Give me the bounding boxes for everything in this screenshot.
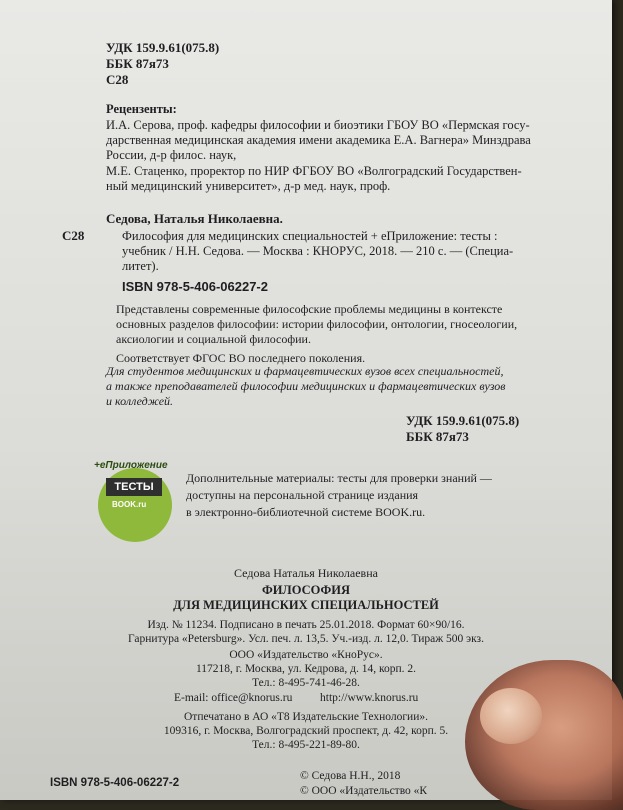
colophon-author: Седова Наталья Николаевна — [234, 566, 378, 580]
colophon-line-2: Гарнитура «Petersburg». Усл. печ. л. 13,5. Уч.-изд. л. 12,0. Тираж 500 экз. — [128, 633, 484, 645]
copyright-publisher: © ООО «Издательство «К — [300, 785, 428, 797]
colophon-line-1: Изд. № 11234. Подписано в печать 25.01.2018. Формат 60×90/16. — [147, 619, 465, 631]
badge-url: BOOK.ru — [112, 500, 147, 509]
book-author: Седова, Наталья Николаевна. — [106, 211, 283, 226]
book-desc-line: учебник / Н.Н. Седова. — Москва : КНОРУС, 2018. — 210 с. — (Специа- — [122, 244, 514, 258]
audience — [106, 364, 505, 409]
colophon-title-2: ДЛЯ МЕДИЦИНСКИХ СПЕЦИАЛЬНОСТЕЙ — [173, 598, 439, 612]
eapp-line: доступны на персональной странице издания — [186, 488, 419, 502]
publisher-name: ООО «Издательство «КноРус». — [229, 649, 383, 661]
audience-line: а также преподавателей философии медицинских и фармацевтических вузов — [106, 379, 506, 393]
reviewers-title: Рецензенты: — [106, 102, 177, 116]
printer-name: Отпечатано в АО «T8 Издательские Технологии». — [184, 711, 428, 723]
publisher-phone: Тел.: 8-495-741-46-28. — [252, 677, 360, 689]
reviewer-2-line: ный медицинский университет», д-р мед. наук, проф. — [106, 179, 391, 193]
annotation — [116, 302, 517, 347]
fgos-note: Соответствует ФГОС ВО последнего поколения. — [116, 351, 366, 365]
printer-address: 109316, г. Москва, Волгоградский проспект, д. 42, корп. 5. — [163, 725, 449, 737]
book-isbn: ISBN 978-5-406-06227-2 — [122, 279, 268, 294]
header-code: С28 — [106, 72, 129, 87]
eapp-badge — [94, 460, 178, 544]
publisher-address: 117218, г. Москва, ул. Кедрова, д. 14, корп. 2. — [195, 663, 417, 675]
annotation-line: аксиологии и социальной философии. — [116, 332, 311, 346]
book-description — [122, 229, 513, 274]
badge-title: +еПриложение — [94, 460, 168, 471]
reviewer-1-line: И.А. Серова, проф. кафедры философии и биоэтики ГБОУ ВО «Пермская госу- — [106, 118, 530, 132]
publisher-website: http://www.knorus.ru — [320, 692, 419, 704]
publisher-email: E-mail: office@knorus.ru — [174, 692, 293, 704]
footer-isbn: ISBN 978-5-406-06227-2 — [50, 777, 180, 789]
eapp-line: в электронно-библиотечной системе BOOK.ru. — [186, 505, 426, 519]
annotation-line: основных разделов философии: истории философии, онтологии, гносеологии, — [116, 317, 518, 331]
book-code: С28 — [62, 228, 85, 243]
badge-tests-label: ТЕСТЫ — [106, 478, 162, 496]
colophon-title-1: ФИЛОСОФИЯ — [261, 583, 351, 597]
printer-phone: Тел.: 8-495-221-89-80. — [252, 739, 360, 751]
reviewer-1-line: дарственная медицинская академия имени академика Е.А. Вагнера» Минздрава — [106, 133, 531, 147]
class-udk: УДК 159.9.61(075.8) — [406, 413, 520, 428]
eapp-line: Дополнительные материалы: тесты для проверки знаний — — [186, 471, 492, 485]
book-desc-line: литет). — [122, 259, 159, 273]
eapp-description — [186, 470, 492, 521]
reviewer-1 — [106, 118, 531, 163]
header-udk: УДК 159.9.61(075.8) — [106, 40, 220, 55]
audience-line: и колледжей. — [106, 394, 174, 408]
annotation-line: Представлены современные философские проблемы медицины в контексте — [116, 302, 503, 316]
reviewer-1-line: России, д-р филос. наук, — [106, 148, 237, 162]
audience-line: Для студентов медицинских и фармацевтических вузов всех специальностей, — [106, 364, 504, 378]
class-bbk: ББК 87я73 — [406, 429, 469, 444]
header-bbk: ББК 87я73 — [106, 56, 169, 71]
book-desc-line: Философия для медицинских специальностей + еПриложение: тесты : — [122, 229, 498, 243]
thumb-nail — [480, 688, 542, 744]
copyright-author: © Седова Н.Н., 2018 — [300, 770, 401, 782]
reviewer-2-line: М.Е. Стаценко, проректор по НИР ФГБОУ ВО «Волгоградский Государствен- — [106, 164, 522, 178]
reviewer-2 — [106, 164, 522, 194]
